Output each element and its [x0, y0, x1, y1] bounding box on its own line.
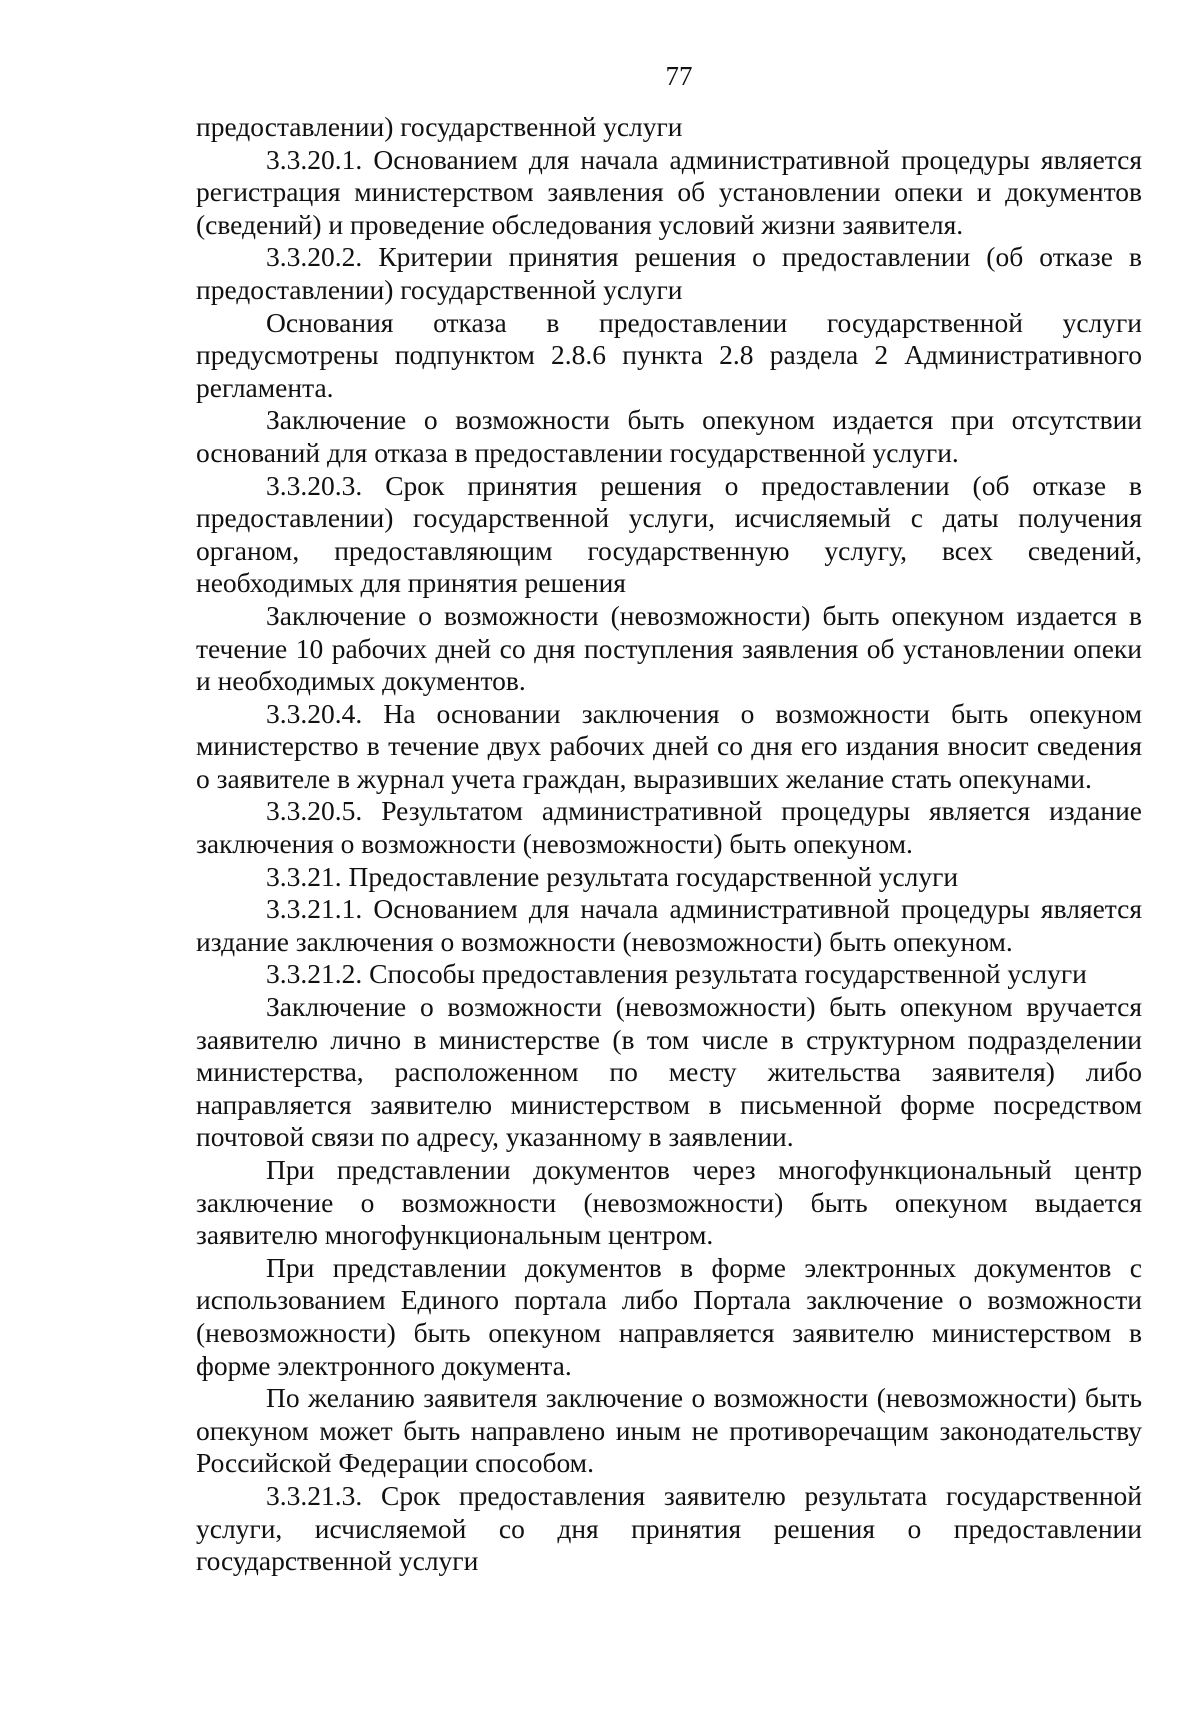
paragraph-delivery-in-person: Заключение о возможности (невозможности) быть опекуном вручается заявителю лично в министерстве (в том числе в структурном подразделении министерства, расположенном по месту жительства заявителя) либо направляется заявителю министерством в письменной форме посредством почтовой связи по адресу, указанному в заявлении.	[196, 991, 1142, 1153]
paragraph-other-delivery: По желанию заявителя заключение о возможности (невозможности) быть опекуном может быть направлено иным не противоречащим законодательству Российской Федерации способом.	[196, 1382, 1142, 1479]
paragraph-3-3-20-3: 3.3.20.3. Срок принятия решения о предоставлении (об отказе в предоставлении) государственной услуги, исчисляемый с даты получения органом, предоставляющим государственную услугу, всех сведений, необходимых для принятия решения	[196, 469, 1142, 599]
document-body	[196, 111, 1142, 1578]
paragraph-3-3-21-1: 3.3.21.1. Основанием для начала административной процедуры является издание заключения о возможности (невозможности) быть опекуном.	[196, 893, 1142, 957]
page-number: 77	[665, 61, 693, 91]
paragraph-refusal-grounds: Основания отказа в предоставлении государственной услуги предусмотрены подпунктом 2.8.6 пункта 2.8 раздела 2 Административного регламента.	[196, 306, 1142, 403]
paragraph-3-3-20-2: 3.3.20.2. Критерии принятия решения о предоставлении (об отказе в предоставлении) государственной услуги	[196, 241, 1142, 305]
paragraph-mfc-delivery: При представлении документов через многофункциональный центр заключение о возможности (невозможности) быть опекуном выдается заявителю многофункциональным центром.	[196, 1154, 1142, 1251]
paragraph-3-3-21-3: 3.3.21.3. Срок предоставления заявителю результата государственной услуги, исчисляемой со дня принятия решения о предоставлении государственной услуги	[196, 1479, 1142, 1577]
paragraph-electronic-delivery: При представлении документов в форме электронных документов с использованием Единого портала либо Портала заключение о возможности (невозможности) быть опекуном направляется заявителю министерством в форме электронного документа.	[196, 1251, 1142, 1381]
paragraph-3-3-21-2: 3.3.21.2. Способы предоставления результата государственной услуги	[266, 958, 1087, 990]
paragraph-3-3-20-1: 3.3.20.1. Основанием для начала административной процедуры является регистрация министерством заявления об установлении опеки и документов (сведений) и проведение обследования условий жизни заявителя.	[196, 143, 1142, 240]
paragraph-3-3-20-5: 3.3.20.5. Результатом административной процедуры является издание заключения о возможности (невозможности) быть опекуном.	[196, 795, 1142, 860]
paragraph-3-3-21: 3.3.21. Предоставление результата государственной услуги	[266, 860, 959, 892]
paragraph-ten-days: Заключение о возможности (невозможности) быть опекуном издается в течение 10 рабочих дней со дня поступления заявления об установлении опеки и необходимых документов.	[196, 599, 1142, 697]
paragraph-continuation: предоставлении) государственной услуги	[196, 111, 683, 142]
paragraph-conclusion-issued: Заключение о возможности быть опекуном издается при отсутствии оснований для отказа в предоставлении государственной услуги.	[196, 404, 1142, 468]
paragraph-3-3-20-4: 3.3.20.4. На основании заключения о возможности быть опекуном министерство в течение двух рабочих дней со дня его издания вносит сведения о заявителе в журнал учета граждан, выразивших желание стать опекунами.	[196, 697, 1142, 794]
